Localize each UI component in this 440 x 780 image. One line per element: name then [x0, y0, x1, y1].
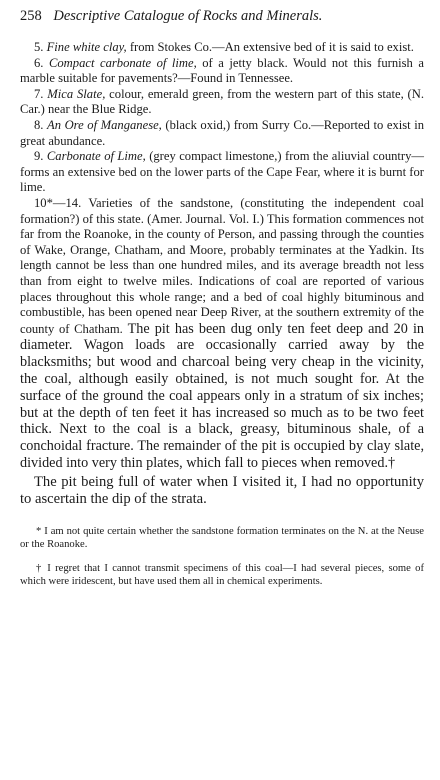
catalogue-entries — [20, 40, 424, 472]
entry-title: An Ore of Manganese, — [47, 117, 162, 132]
entry-text-part2: The pit has been dug only ten feet deep and 20 in diameter. Wagon loads are occasionally carried away by the blacksmiths; but wood and charcoal being very cheap in the vicinity, the coal, although easily obtained, is not much sought for. At the surface of the ground the coal appears only in a stratum of six inches; but at the depth of ten feet it has increased so much as to be two feet thick. Next to the coal is a black, greasy, bituminous shale, of a conchoidal fracture. The remainder of the pit is occupied by clay slate, divided into very thin plates, which fall to pieces when removed.† — [20, 320, 424, 472]
entry-title: Carbonate of Lime, — [46, 149, 146, 164]
entry-number: 9. — [34, 149, 44, 164]
entry-title: Fine white clay, — [46, 40, 127, 54]
catalogue-entry — [20, 149, 424, 196]
entry-text: of a jetty black. Would not this furnish a marble suitable for pavements?—Found in Tennessee. — [20, 55, 424, 86]
entry-title: Mica Slate, — [47, 86, 106, 101]
entry-number: 6. — [34, 55, 44, 70]
entry-text-part1: 10*—14. Varieties of the sandstone, (constituting the independent coal formation?) of this state. (Amer. Journal. Vol. I.) This formation commences not far from the Roanoke, in the county of Person, and passing through the counties of Wake, Orange, Chatham, and Moore, probably terminates at the Yadkin. Its length cannot be less than one hundred miles, and its average breadth not less than from eight to twelve miles. Indications of coal are reported of various places throughout this whole range; and a bed of coal highly bituminous and combustible, has been opened near Deep River, at the southern extremity of the county of Chatham. — [20, 195, 424, 336]
entry-number: 7. — [34, 86, 44, 101]
closing-paragraph: The pit being full of water when I visited it, I had no opportunity to ascertain the dip of the strata. — [20, 473, 424, 508]
catalogue-entry — [20, 87, 424, 118]
entry-number: 8. — [34, 117, 44, 132]
catalogue-entry-sandstone — [20, 196, 424, 472]
running-title: Descriptive Catalogue of Rocks and Minerals. — [53, 8, 323, 24]
page-header — [20, 6, 424, 28]
entry-number: 5. — [34, 40, 44, 54]
entry-text: (black oxid,) from Surry Co.—Reported to exist in great abundance. — [20, 117, 424, 148]
entry-text: colour, emerald green, from the western part of this state, (N. Car.) near the Blue Ridge. — [20, 86, 424, 117]
footnote: * I am not quite certain whether the sandstone formation terminates on the N. at the Neuse or the Roanoke. — [20, 525, 424, 551]
document-page — [20, 6, 424, 589]
footnote: † I regret that I cannot transmit specimens of this coal—I had several pieces, some of which were iridescent, but have used them all in chemical experiments. — [20, 563, 424, 588]
catalogue-entry — [20, 118, 424, 149]
page-number: 258 — [20, 8, 42, 24]
entry-text: (grey compact limestone,) from the aliuvial country—forms an extensive bed on the lower parts of the Cape Fear, where it is burnt for lime. — [20, 149, 424, 195]
entry-text: from Stokes Co.—An extensive bed of it is said to exist. — [126, 40, 414, 54]
catalogue-entry — [20, 56, 424, 87]
entry-title: Compact carbonate of lime, — [48, 55, 197, 70]
catalogue-entry — [20, 40, 424, 56]
